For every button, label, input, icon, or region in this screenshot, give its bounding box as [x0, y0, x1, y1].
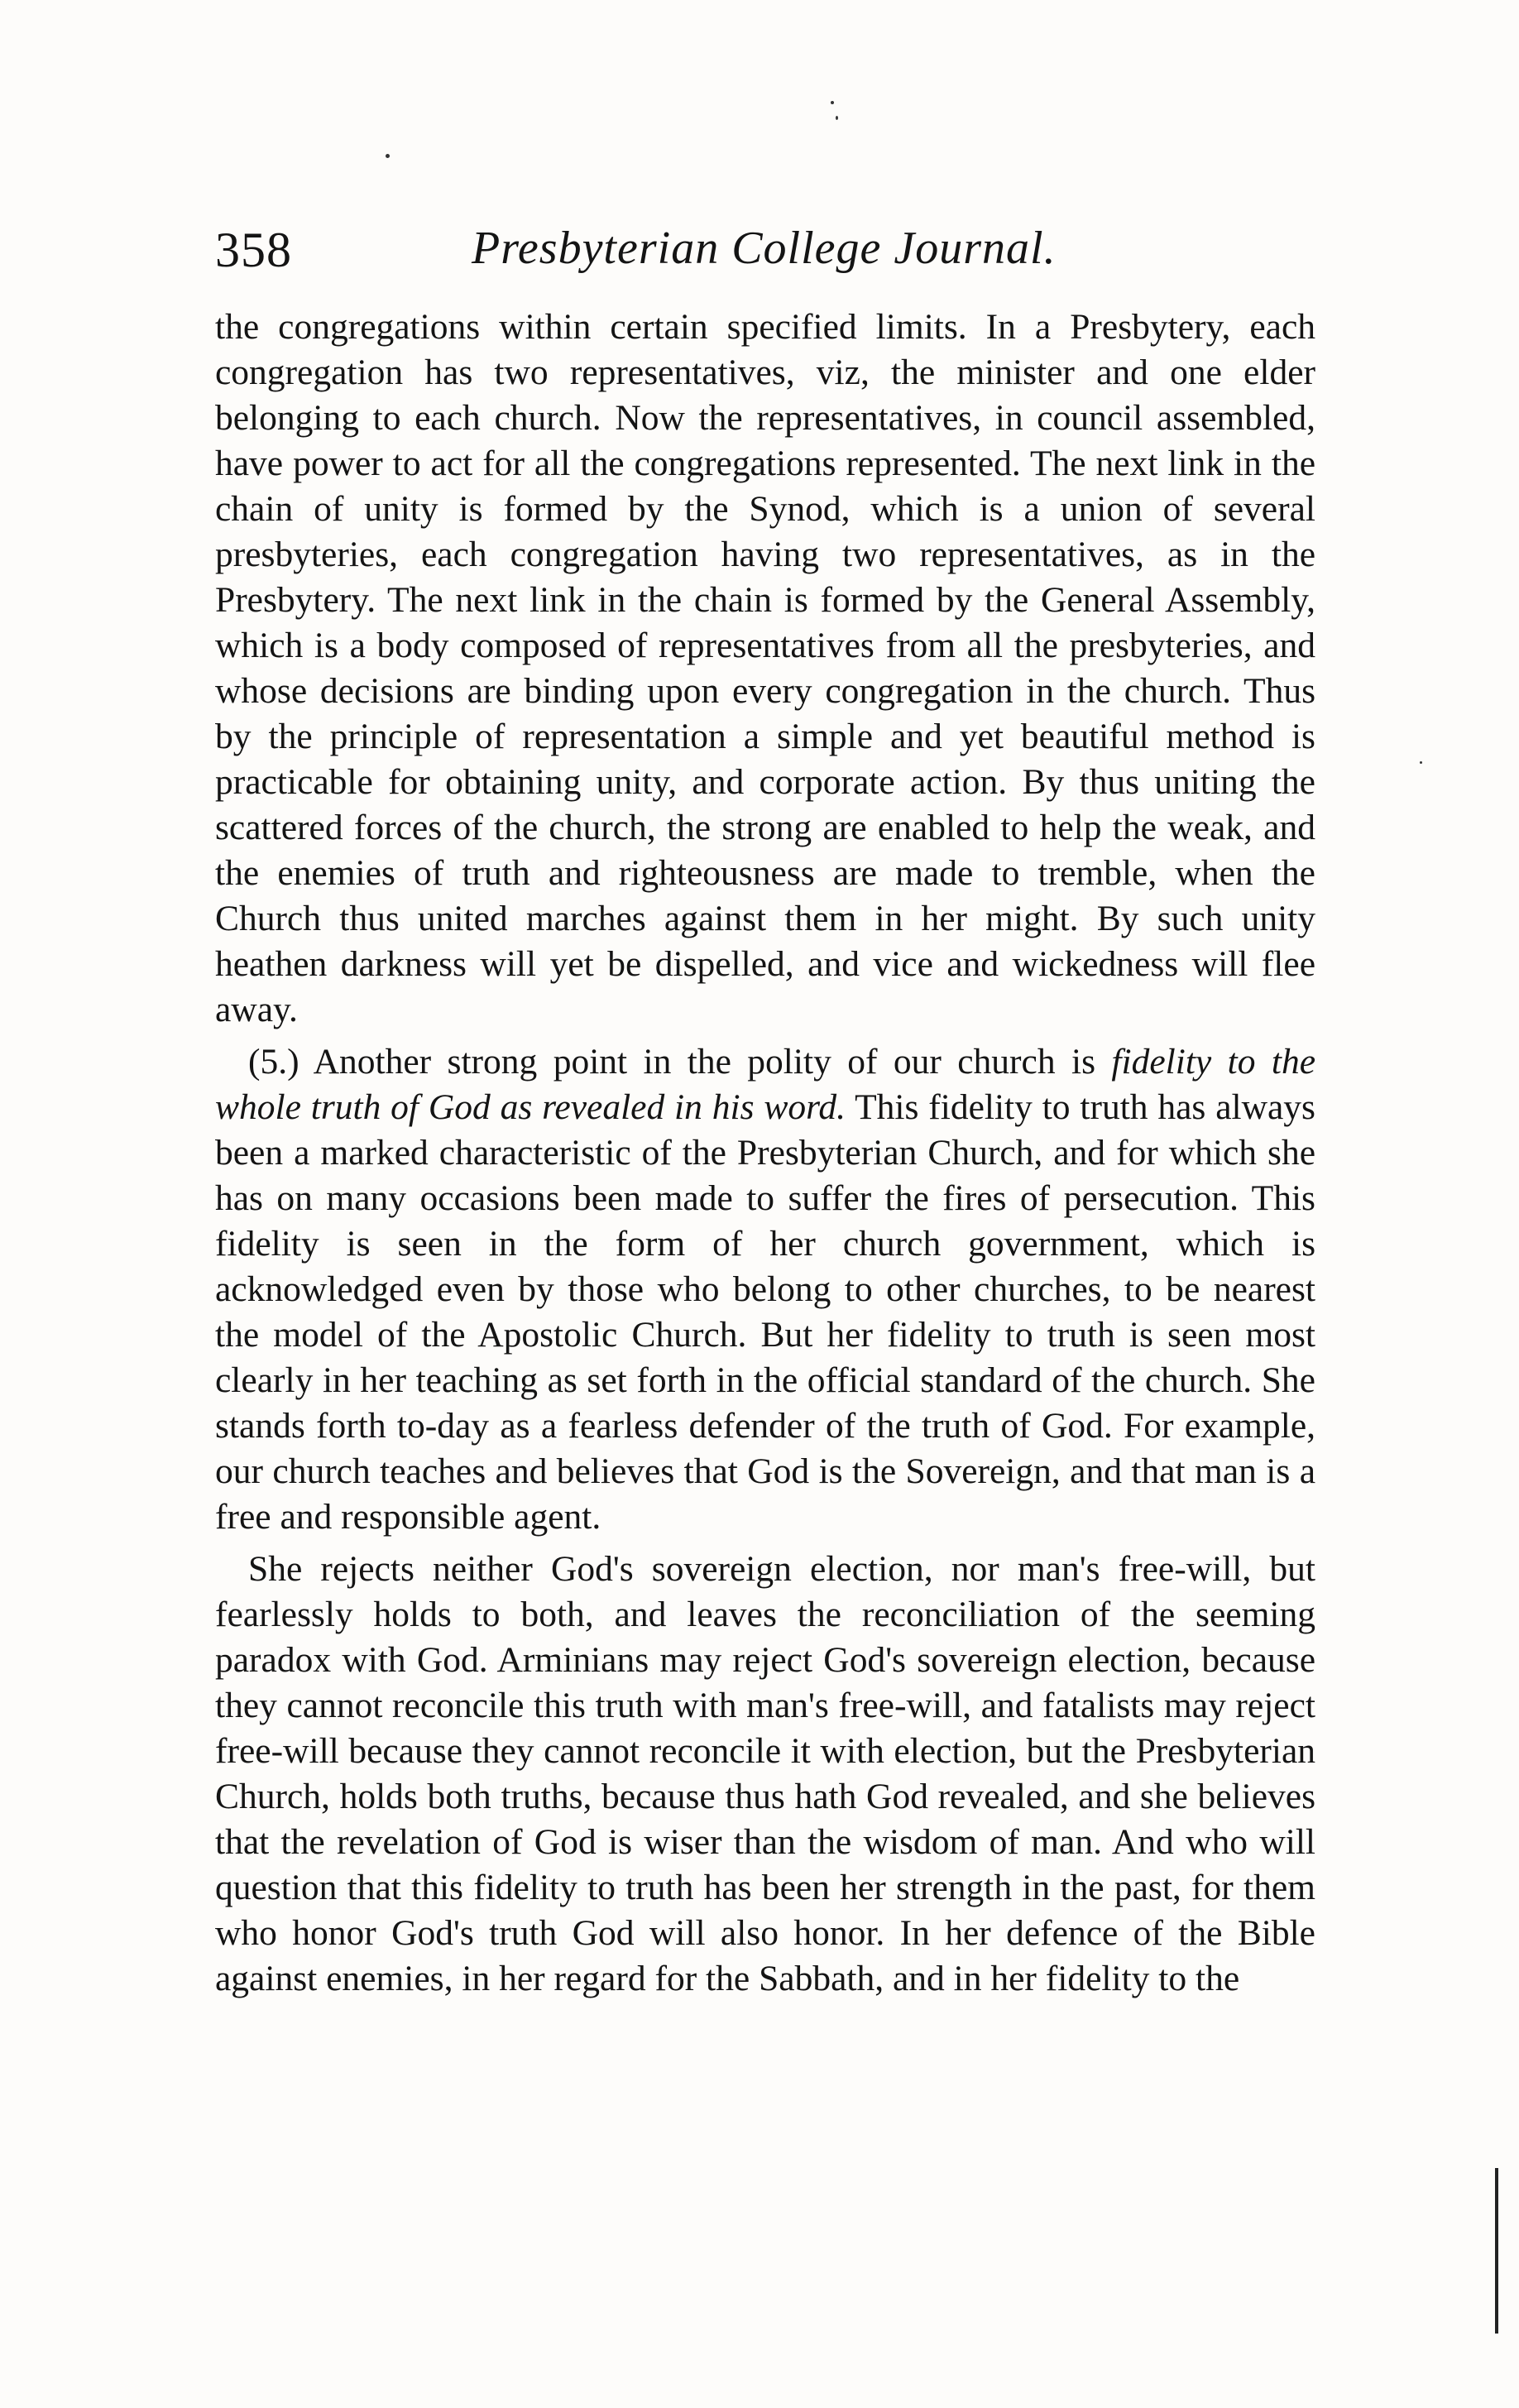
paragraph-fidelity [215, 1039, 1315, 1540]
paragraph-lead: (5.) Another strong point in the polity of our church is [248, 1042, 1112, 1082]
document-page [215, 215, 1315, 1998]
paragraph-rest: This fidelity to truth has always been a marked characteristic of the Presbyterian Church, and for which she has on many occasions been made to suffer the fires of persecution. This fidelity is seen in the form of her church government, which is acknowledged even by those who belong to other churches, to be nearest the model of the Apostolic Church. But her fidelity to truth is seen most clearly in her teaching as set forth in the official standard of the church. She stands forth to-day as a fearless defender of the truth of God. For example, our church teaches and believes that God is the Sovereign, and that man is a free and responsible agent. [215, 1087, 1315, 1537]
running-title: Presbyterian College Journal. [472, 223, 1057, 274]
emphasized-phrase: fidelity to the whole truth of God as revealed in his word. [215, 1042, 1315, 1127]
scan-speck [836, 116, 838, 120]
paragraph-continuation: the congregations within certain specified limits. In a Presbytery, each congregation has two representatives, viz, the minister and one elder belonging to each church. Now the representatives, in council assembled, have power to act for all the congregations represented. The next link in the chain of unity is formed by the Synod, which is a union of several presbyteries, each congregation having two representatives, as in the Presbytery. The next link in the chain is formed by the General Assembly, which is a body composed of representatives from all the presbyteries, and whose decisions are binding upon every congregation in the church. Thus by the principle of representation a simple and yet beautiful method is practicable for obtaining unity, and corporate action. By thus uniting the scattered forces of the church, the strong are enabled to help the weak, and the enemies of truth and righteousness are made to tremble, when the Church thus united marches against them in her might. By such unity heathen darkness will yet be dispelled, and vice and wickedness will flee away. [215, 307, 1315, 1029]
paragraph-election: She rejects neither God's sovereign election, nor man's free-will, but fearlessly holds to both, and leaves the reconciliation of the seeming paradox with God. Arminians may reject God's sovereign election, because they cannot reconcile this truth with man's free-will, and fatalists may reject free-will because they cannot reconcile it with election, but the Presbyterian Church, holds both truths, because thus hath God revealed, and she believes that the revelation of God is wiser than the wisdom of man. And who will question that this fidelity to truth has been her strength in the past, for them who honor God's truth God will also honor. In her defence of the Bible against enemies, in her regard for the Sabbath, and in her fidelity to the [215, 1549, 1315, 1998]
page-header [215, 215, 1315, 306]
scan-edge-line [1495, 2168, 1498, 2334]
scan-speck [386, 154, 390, 158]
scan-speck [1420, 761, 1422, 764]
body-text [215, 305, 1315, 2002]
page-number: 358 [215, 223, 292, 277]
scan-speck [831, 101, 834, 104]
